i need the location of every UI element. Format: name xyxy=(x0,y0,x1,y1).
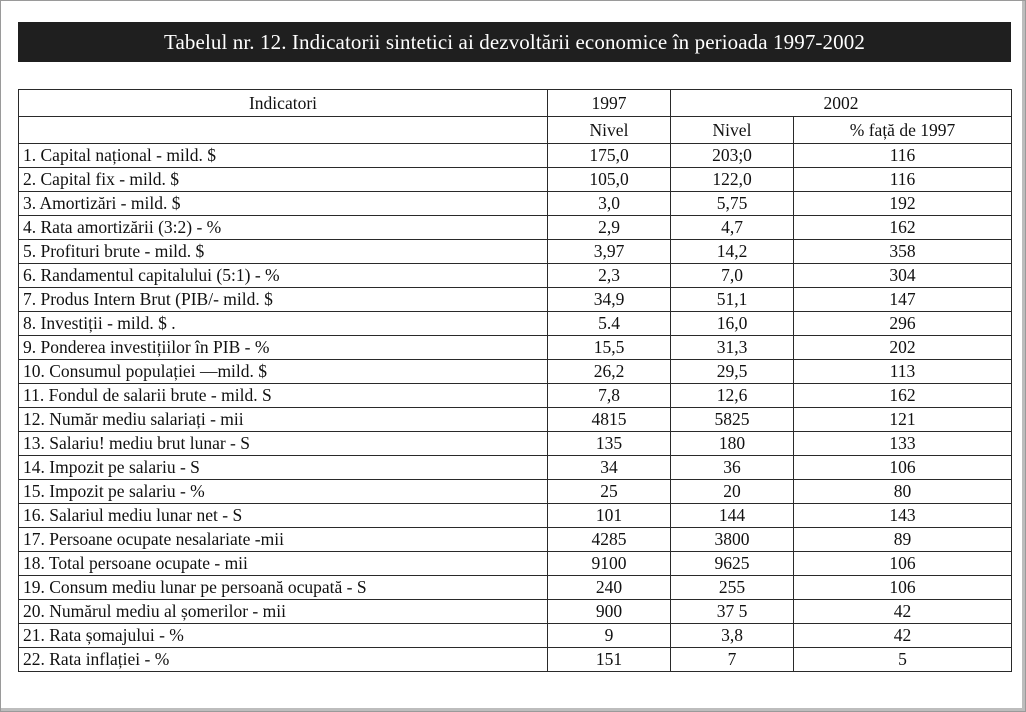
value-2002-cell: 9625 xyxy=(671,552,794,576)
percent-cell: 42 xyxy=(794,600,1012,624)
indicator-cell: 1. Capital național - mild. $ xyxy=(19,144,548,168)
value-2002-cell: 14,2 xyxy=(671,240,794,264)
value-2002-cell: 5,75 xyxy=(671,192,794,216)
value-1997-cell: 7,8 xyxy=(548,384,671,408)
value-1997-cell: 2,3 xyxy=(548,264,671,288)
table-row xyxy=(19,360,1012,384)
indicator-cell: 16. Salariul mediu lunar net - S xyxy=(19,504,548,528)
value-1997-cell: 34 xyxy=(548,456,671,480)
value-1997-cell: 34,9 xyxy=(548,288,671,312)
indicator-cell: 15. Impozit pe salariu - % xyxy=(19,480,548,504)
value-1997-cell: 9100 xyxy=(548,552,671,576)
percent-cell: 80 xyxy=(794,480,1012,504)
indicators-table xyxy=(18,89,1012,672)
indicator-cell: 5. Profituri brute - mild. $ xyxy=(19,240,548,264)
table-row xyxy=(19,552,1012,576)
percent-cell: 106 xyxy=(794,576,1012,600)
table-row xyxy=(19,504,1012,528)
value-1997-cell: 135 xyxy=(548,432,671,456)
indicator-cell: 19. Consum mediu lunar pe persoană ocupată - S xyxy=(19,576,548,600)
percent-cell: 192 xyxy=(794,192,1012,216)
value-2002-cell: 5825 xyxy=(671,408,794,432)
table-row xyxy=(19,576,1012,600)
percent-cell: 162 xyxy=(794,216,1012,240)
percent-cell: 5 xyxy=(794,648,1012,672)
indicator-cell: 6. Randamentul capitalului (5:1) - % xyxy=(19,264,548,288)
value-1997-cell: 900 xyxy=(548,600,671,624)
value-2002-cell: 16,0 xyxy=(671,312,794,336)
value-1997-cell: 15,5 xyxy=(548,336,671,360)
table-row xyxy=(19,432,1012,456)
value-1997-cell: 240 xyxy=(548,576,671,600)
value-2002-cell: 7,0 xyxy=(671,264,794,288)
table-row xyxy=(19,144,1012,168)
value-1997-cell: 5.4 xyxy=(548,312,671,336)
percent-cell: 116 xyxy=(794,144,1012,168)
value-2002-cell: 37 5 xyxy=(671,600,794,624)
table-body xyxy=(19,144,1012,672)
value-1997-cell: 105,0 xyxy=(548,168,671,192)
indicator-cell: 22. Rata inflației - % xyxy=(19,648,548,672)
indicator-cell: 7. Produs Intern Brut (PIB/- mild. $ xyxy=(19,288,548,312)
value-1997-cell: 9 xyxy=(548,624,671,648)
header-indicators: Indicatori xyxy=(19,90,548,117)
table-row xyxy=(19,648,1012,672)
value-2002-cell: 122,0 xyxy=(671,168,794,192)
percent-cell: 121 xyxy=(794,408,1012,432)
indicator-cell: 3. Amortizări - mild. $ xyxy=(19,192,548,216)
value-1997-cell: 151 xyxy=(548,648,671,672)
header-level-2002: Nivel xyxy=(671,117,794,144)
value-2002-cell: 3800 xyxy=(671,528,794,552)
percent-cell: 133 xyxy=(794,432,1012,456)
value-2002-cell: 180 xyxy=(671,432,794,456)
header-empty-cell xyxy=(19,117,548,144)
value-2002-cell: 144 xyxy=(671,504,794,528)
value-2002-cell: 31,3 xyxy=(671,336,794,360)
value-2002-cell: 12,6 xyxy=(671,384,794,408)
table-row xyxy=(19,480,1012,504)
table-row xyxy=(19,384,1012,408)
indicator-cell: 12. Număr mediu salariați - mii xyxy=(19,408,548,432)
header-year-2002: 2002 xyxy=(671,90,1012,117)
table-row xyxy=(19,528,1012,552)
value-1997-cell: 175,0 xyxy=(548,144,671,168)
value-2002-cell: 29,5 xyxy=(671,360,794,384)
indicator-cell: 18. Total persoane ocupate - mii xyxy=(19,552,548,576)
percent-cell: 358 xyxy=(794,240,1012,264)
indicator-cell: 11. Fondul de salarii brute - mild. S xyxy=(19,384,548,408)
header-year-1997: 1997 xyxy=(548,90,671,117)
indicator-cell: 4. Rata amortizării (3:2) - % xyxy=(19,216,548,240)
indicator-cell: 21. Rata șomajului - % xyxy=(19,624,548,648)
value-2002-cell: 20 xyxy=(671,480,794,504)
value-2002-cell: 4,7 xyxy=(671,216,794,240)
value-1997-cell: 4285 xyxy=(548,528,671,552)
table-row xyxy=(19,600,1012,624)
percent-cell: 113 xyxy=(794,360,1012,384)
percent-cell: 89 xyxy=(794,528,1012,552)
table-row xyxy=(19,264,1012,288)
value-1997-cell: 4815 xyxy=(548,408,671,432)
indicator-cell: 8. Investiții - mild. $ . xyxy=(19,312,548,336)
value-2002-cell: 36 xyxy=(671,456,794,480)
header-row-years xyxy=(19,90,1012,117)
value-1997-cell: 26,2 xyxy=(548,360,671,384)
header-level-1997: Nivel xyxy=(548,117,671,144)
header-row-sub xyxy=(19,117,1012,144)
table-row xyxy=(19,624,1012,648)
value-2002-cell: 255 xyxy=(671,576,794,600)
table-row xyxy=(19,288,1012,312)
table-row xyxy=(19,216,1012,240)
value-1997-cell: 25 xyxy=(548,480,671,504)
indicator-cell: 2. Capital fix - mild. $ xyxy=(19,168,548,192)
value-1997-cell: 3,0 xyxy=(548,192,671,216)
indicator-cell: 13. Salariu! mediu brut lunar - S xyxy=(19,432,548,456)
table-row xyxy=(19,336,1012,360)
value-2002-cell: 203;0 xyxy=(671,144,794,168)
header-percent-vs-1997: % față de 1997 xyxy=(794,117,1012,144)
value-1997-cell: 101 xyxy=(548,504,671,528)
indicator-cell: 17. Persoane ocupate nesalariate -mii xyxy=(19,528,548,552)
table-row xyxy=(19,192,1012,216)
value-1997-cell: 2,9 xyxy=(548,216,671,240)
table-row xyxy=(19,456,1012,480)
value-2002-cell: 3,8 xyxy=(671,624,794,648)
table-row xyxy=(19,168,1012,192)
percent-cell: 143 xyxy=(794,504,1012,528)
percent-cell: 162 xyxy=(794,384,1012,408)
value-2002-cell: 51,1 xyxy=(671,288,794,312)
value-1997-cell: 3,97 xyxy=(548,240,671,264)
table-row xyxy=(19,408,1012,432)
percent-cell: 116 xyxy=(794,168,1012,192)
indicator-cell: 9. Ponderea investițiilor în PIB - % xyxy=(19,336,548,360)
table-row xyxy=(19,312,1012,336)
indicator-cell: 10. Consumul populației —mild. $ xyxy=(19,360,548,384)
percent-cell: 202 xyxy=(794,336,1012,360)
value-2002-cell: 7 xyxy=(671,648,794,672)
percent-cell: 106 xyxy=(794,552,1012,576)
indicator-cell: 20. Numărul mediu al șomerilor - mii xyxy=(19,600,548,624)
indicator-cell: 14. Impozit pe salariu - S xyxy=(19,456,548,480)
percent-cell: 304 xyxy=(794,264,1012,288)
table-title: Tabelul nr. 12. Indicatorii sintetici ai dezvoltării economice în perioada 1997-2002 xyxy=(18,22,1011,62)
percent-cell: 296 xyxy=(794,312,1012,336)
table-row xyxy=(19,240,1012,264)
percent-cell: 106 xyxy=(794,456,1012,480)
percent-cell: 147 xyxy=(794,288,1012,312)
percent-cell: 42 xyxy=(794,624,1012,648)
